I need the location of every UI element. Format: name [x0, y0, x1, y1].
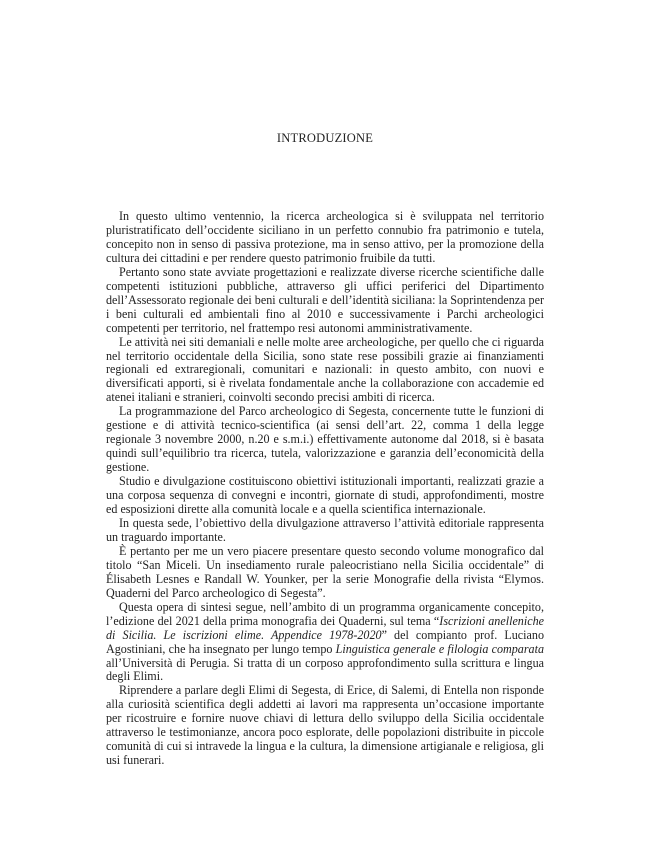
body-text	[106, 210, 544, 768]
paragraph-3: Le attività nei siti demaniali e nelle molte aree archeologiche, per quello che ci riguarda nel territorio occidentale della Sicilia, sono state rese possibili grazie ai finanziamenti regionali ed extraregionali, comunitari e nazionali: in questo ambito, con nuovi e diversificati apporti, si è rivelata fondamentale anche la collaborazione con accademie ed atenei italiani e stranieri, coinvolti secondo precisi ambiti di ricerca.	[106, 334, 544, 405]
paragraph-8	[106, 601, 544, 685]
paragraph-2: Pertanto sono state avviate progettazioni e realizzate diverse ricerche scientifiche dalle competenti istituzioni pubbliche, attraverso gli uffici periferici del Dipartimento dell’Assessorato regionale dei beni culturali e dell’identità siciliana: la Soprintendenza per i beni culturali ed ambientali fino al 2010 e successivamente i Parchi archeologici competenti per territorio, nel frattempo resi autonomi amministrativamente.	[106, 264, 544, 335]
paragraph-1: In questo ultimo ventennio, la ricerca archeologica si è sviluppata nel territorio pluristratificato dell’occidente siciliano in un perfetto connubio fra patrimonio e tutela, concepito non in senso di passiva protezione, ma in senso attivo, per la promozione della cultura dei cittadini e per rendere questo patrimonio fruibile da tutti.	[106, 209, 544, 265]
page-title: INTRODUZIONE	[276, 131, 374, 145]
paragraph-9: Riprendere a parlare degli Elimi di Segesta, di Erice, di Salemi, di Entella non risponde alla curiosità scientifica degli addetti ai lavori ma rappresenta un’occasione importante per ricostruire e fornire nuove chiavi di lettura dello sviluppo della Sicilia occidentale attraverso le testimonianze, ancora poco esplorate, delle popolazioni distribuite in piccole comunità di cui si intravede la lingua e la cultura, la dimensione artigianale e religiosa, gli usi funerari.	[106, 683, 544, 768]
paragraph-8-text-before: Questa opera di sintesi segue, nell’ambito di un programma organicamente concepito, l’edizione del 2021 della prima monografia dei Quaderni, sul tema “	[106, 599, 544, 628]
paragraph-8-italic-subject: Linguistica generale e filologia comparata	[335, 641, 544, 656]
paragraph-4: La programmazione del Parco archeologico di Segesta, concernente tutte le funzioni di gestione e di attività tecnico-scientifica (ai sensi dell’art. 22, comma 1 della legge regionale 3 novembre 2000, n.20 e s.m.i.) effettivamente autonome dal 2018, si è basata quindi sull’equilibrio tra ricerca, tutela, valorizzazione e garanzia dell’economicità della gestione.	[106, 404, 544, 475]
paragraph-7: È pertanto per me un vero piacere presentare questo secondo volume monografico dal titolo “San Miceli. Un insediamento rurale paleocristiano nella Sicilia occidentale” di Élisabeth Lesnes e Randall W. Younker, per la serie Monografie della rivista “Elymos. Quaderni del Parco archeologico di Segesta”.	[106, 543, 544, 600]
paragraph-5: Studio e divulgazione costituiscono obiettivi istituzionali importanti, realizzati grazie a una corposa sequenza di convegni e incontri, giornate di studi, approfondimenti, mostre ed esposizioni dirette alla comunità locale e a quella scientifica internazionale.	[106, 474, 544, 517]
paragraph-8-text-after: all’Università di Perugia. Si tratta di un corposo approfondimento sulla scrittura e lingua degli Elimi.	[106, 655, 544, 684]
paragraph-6: In questa sede, l’obiettivo della divulgazione attraverso l’attività editoriale rappresenta un traguardo importante.	[106, 515, 544, 544]
paragraph-8-text-middle: ” del compianto prof. Luciano Agostiniani, che ha insegnato per lungo tempo	[106, 627, 544, 656]
paragraph-8-italic-title: Iscrizioni anelleniche di Sicilia. Le iscrizioni elime. Appendice 1978-2020	[106, 613, 544, 642]
